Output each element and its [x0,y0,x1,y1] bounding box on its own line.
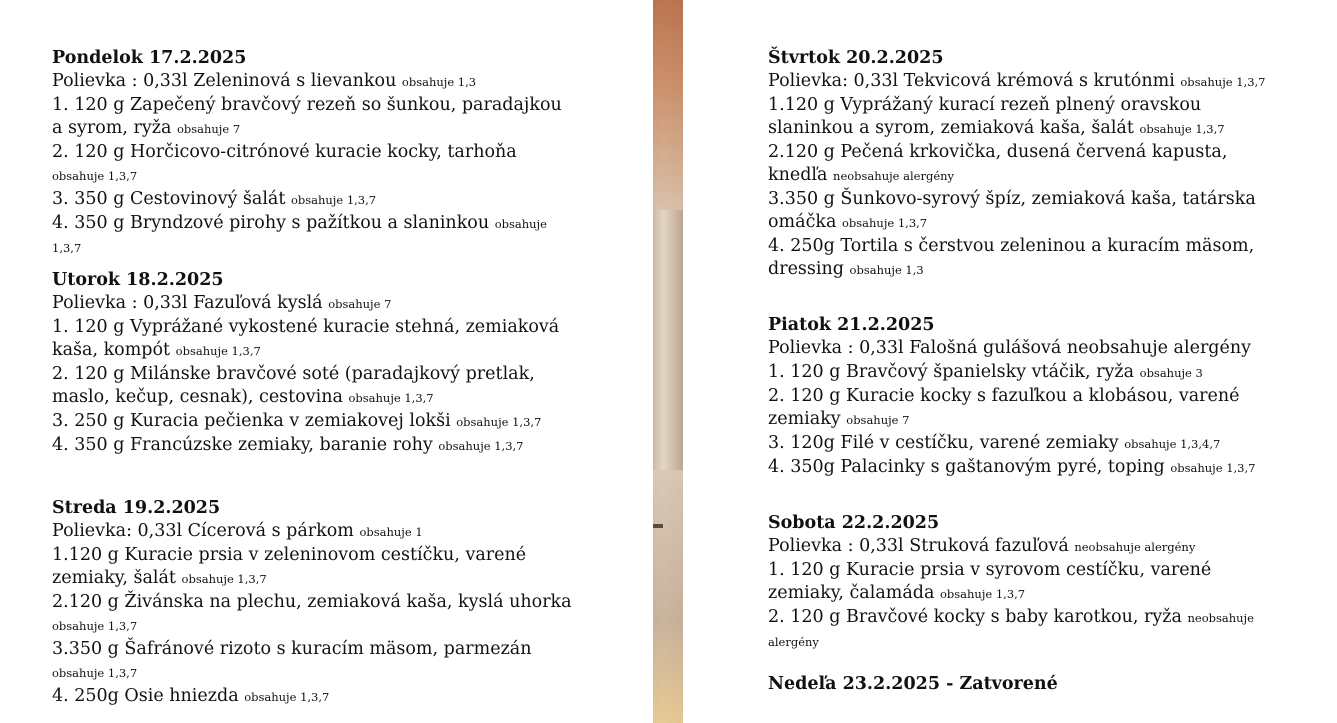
day-block-tuesday [52,269,577,458]
day-title: Utorok 18.2.2025 [52,270,224,290]
menu-item: 4. 350 g Bryndzové pirohy s pažítkou a slaninkou obsahuje 1,3,7 [52,213,547,255]
menu-item: Polievka: 0,33l Tekvicová krémová s krutónmi obsahuje 1,3,7 [768,71,1266,91]
menu-item: 4. 350 g Francúzske zemiaky, baranie rohy obsahuje 1,3,7 [52,435,524,455]
menu-item: 3. 350 g Cestovinový šalát obsahuje 1,3,7 [52,189,377,209]
menu-item: 2. 120 g Kuracie kocky s fazuľkou a klobásou, varené zemiaky obsahuje 7 [768,386,1240,429]
day-title: Štvrtok 20.2.2025 [768,48,944,68]
menu-item: 2.120 g Pečená krkovička, dusená červená kapusta, knedľa neobsahuje alergény [768,142,1228,185]
day-block-monday [52,47,572,260]
menu-item: 1.120 g Kuracie prsia v zeleninovom cestíčku, varené zemiaky, šalát obsahuje 1,3,7 [52,545,527,588]
menu-item: 2. 120 g Horčicovo-citrónové kuracie kocky, tarhoňa obsahuje 1,3,7 [52,142,517,183]
menu-item: 3. 120g Filé v cestíčku, varené zemiaky obsahuje 1,3,4,7 [768,433,1221,453]
day-block-wednesday [52,497,572,709]
photo-strip-upper [653,0,683,210]
menu-item: 2.120 g Živánska na plechu, zemiaková kaša, kyslá uhorka obsahuje 1,3,7 [52,592,572,633]
menu-item: 3.350 g Šafránové rizoto s kuracím mäsom, parmezán obsahuje 1,3,7 [52,639,532,680]
menu-item: Polievka : 0,33l Fazuľová kyslá obsahuje 7 [52,293,392,313]
menu-item: 1. 120 g Kuracie prsia v syrovom cestíčku, varené zemiaky, čalamáda obsahuje 1,3,7 [768,560,1212,603]
menu-item: 1. 120 g Vyprážané vykostené kuracie stehná, zemiaková kaša, kompót obsahuje 1,3,7 [52,317,560,360]
menu-item: 4. 350g Palacinky s gaštanovým pyré, toping obsahuje 1,3,7 [768,457,1256,477]
left-column [0,0,653,723]
menu-item: Polievka : 0,33l Falošná gulášová neobsahuje alergény [768,338,1252,358]
day-block-friday [768,314,1283,480]
photo-strip-divider [653,0,683,723]
photo-strip-lower [653,470,683,723]
day-title: Pondelok 17.2.2025 [52,48,247,68]
menu-item: 4. 250g Osie hniezda obsahuje 1,3,7 [52,686,330,706]
menu-item: 2. 120 g Milánske bravčové soté (paradajkový pretlak, maslo, kečup, cesnak), cestovina obsahuje 1,3,7 [52,364,535,407]
day-title: Sobota 22.2.2025 [768,513,940,533]
day-block-thursday [768,47,1278,282]
day-title: Streda 19.2.2025 [52,498,221,518]
sunday-closed-note: Nedeľa 23.2.2025 - Zatvorené [768,674,1058,694]
menu-item: 1. 120 g Zapečený bravčový rezeň so šunkou, paradajkou a syrom, ryža obsahuje 7 [52,95,562,138]
menu-item: 3.350 g Šunkovo-syrový špíz, zemiaková kaša, tatárska omáčka obsahuje 1,3,7 [768,189,1256,232]
menu-item: 4. 250g Tortila s čerstvou zeleninou a kuracím mäsom, dressing obsahuje 1,3 [768,236,1255,279]
menu-item: 1.120 g Vyprážaný kurací rezeň plnený oravskou slaninkou a syrom, zemiaková kaša, šalát obsahuje 1,3,7 [768,95,1225,138]
menu-item: Polievka : 0,33l Zeleninová s lievankou obsahuje 1,3 [52,71,477,91]
right-column [683,0,1337,723]
menu-item: 2. 120 g Bravčové kocky s baby karotkou, ryža neobsahuje alergény [768,607,1254,649]
menu-item: 1. 120 g Bravčový španielsky vtáčik, ryža obsahuje 3 [768,362,1203,382]
menu-item: Polievka: 0,33l Cícerová s párkom obsahuje 1 [52,521,423,541]
menu-item: 3. 250 g Kuracia pečienka v zemiakovej lokši obsahuje 1,3,7 [52,411,542,431]
menu-item: Polievka : 0,33l Struková fazuľová neobsahuje alergény [768,536,1196,556]
day-title: Piatok 21.2.2025 [768,315,935,335]
photo-strip-pin [653,524,663,528]
day-block-saturday [768,512,1283,654]
